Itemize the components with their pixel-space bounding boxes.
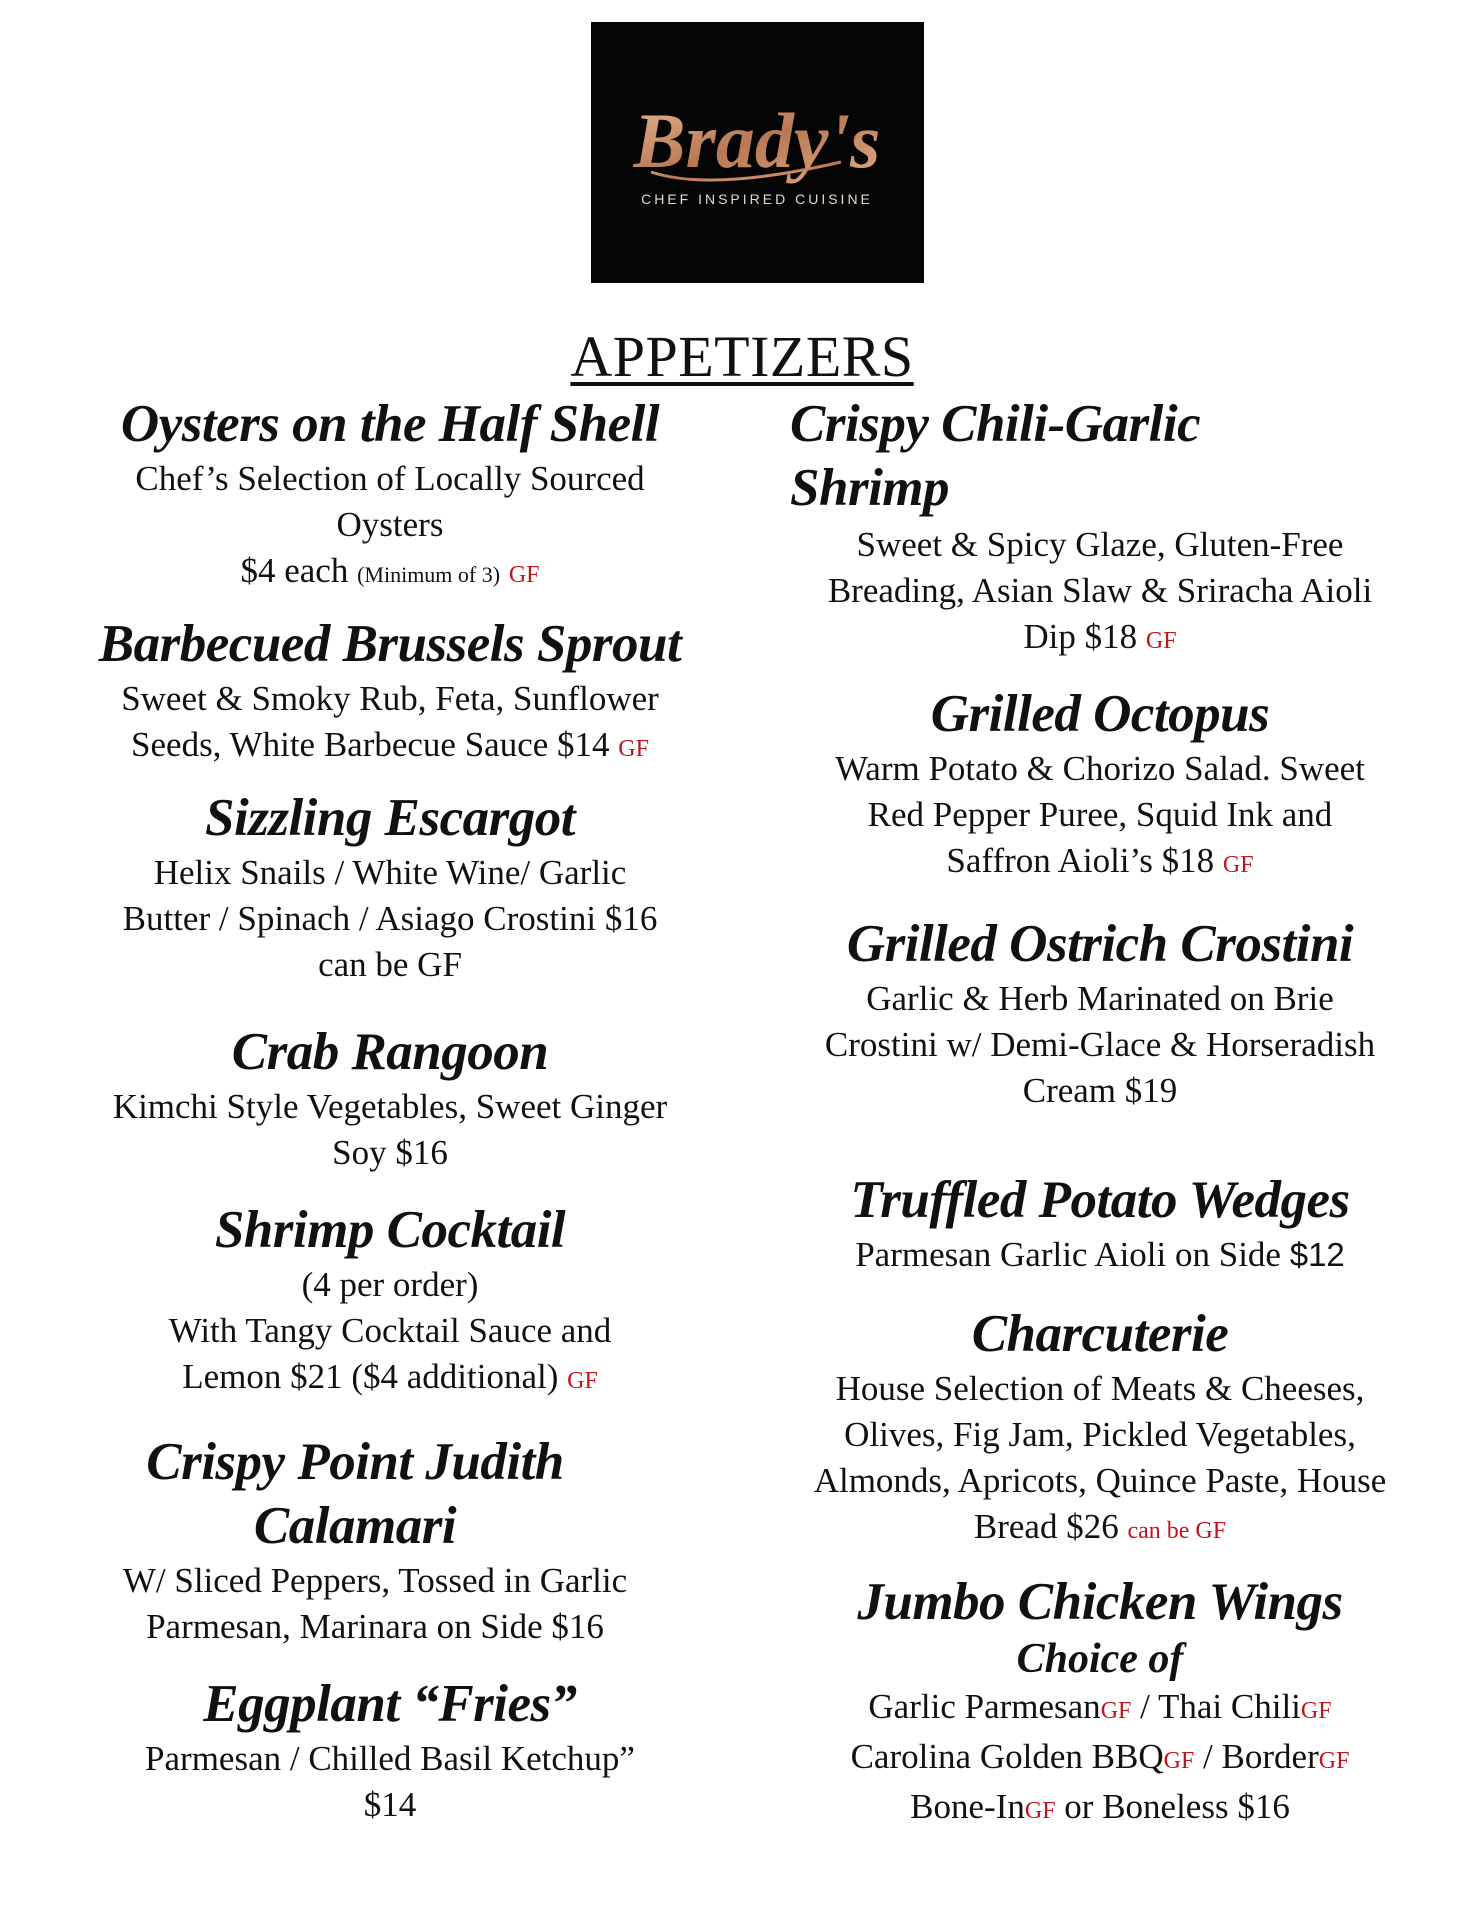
menu-item-potato-wedges [780, 1168, 1420, 1278]
menu-item-chili-shrimp-desc [780, 522, 1420, 664]
item-note: (Minimum of 3) [357, 562, 501, 587]
item-name: Shrimp [790, 459, 950, 517]
item-name: Barbecued Brussels Sprout [98, 615, 682, 673]
item-note: can be GF [318, 945, 462, 984]
gf-badge: GF [508, 562, 540, 588]
wing-option: Border [1221, 1737, 1319, 1776]
gf-badge: GF [1100, 1698, 1132, 1724]
item-name: Jumbo Chicken Wings [857, 1573, 1343, 1631]
separator: / [1203, 1737, 1213, 1776]
item-price: $12 [1289, 1236, 1345, 1273]
item-desc: Sweet & Smoky Rub, Feta, Sunflower [121, 679, 659, 718]
item-name: Crispy Point Judith [146, 1433, 564, 1491]
menu-item-ostrich [780, 912, 1420, 1114]
item-desc: Oysters [336, 505, 444, 544]
item-desc: House Selection of Meats & Cheeses, [835, 1369, 1365, 1408]
item-desc: Crostini w/ Demi-Glace & Horseradish [824, 1025, 1376, 1064]
item-name: Grilled Ostrich Crostini [846, 915, 1354, 973]
item-price: Dip $18 [1023, 617, 1138, 656]
menu-item-octopus [780, 682, 1420, 888]
gf-badge: GF [1222, 852, 1254, 878]
wing-options-line [770, 1684, 1430, 1734]
item-desc: Sweet & Spicy Glaze, Gluten-Free [856, 525, 1344, 564]
menu-item-crab-rangoon [40, 1020, 740, 1176]
wing-option: Thai Chili [1157, 1687, 1301, 1726]
item-desc: Parmesan / Chilled Basil Ketchup” [145, 1739, 635, 1778]
gf-badge: GF [567, 1368, 598, 1394]
menu-item-oysters [40, 392, 740, 598]
item-desc: Chef’s Selection of Locally Sourced [135, 459, 645, 498]
item-name: Crispy Chili-Garlic [790, 395, 1201, 453]
menu-item-eggplant [40, 1672, 740, 1828]
item-desc: Butter / Spinach / Asiago Crostini $16 [122, 899, 658, 938]
item-name: Eggplant “Fries” [203, 1675, 577, 1733]
wing-option: Garlic Parmesan [868, 1687, 1101, 1726]
item-desc: W/ Sliced Peppers, Tossed in Garlic [122, 1561, 628, 1600]
item-desc: Red Pepper Puree, Squid Ink and [867, 795, 1333, 834]
separator: / [1140, 1687, 1150, 1726]
logo-wordmark: Brady's [633, 97, 881, 184]
logo-tagline: CHEF INSPIRED CUISINE [641, 191, 873, 207]
gf-badge: GF [1145, 628, 1177, 654]
item-name: Charcuterie [971, 1305, 1229, 1363]
wing-options-line [770, 1734, 1430, 1784]
item-name: Truffled Potato Wedges [850, 1171, 1350, 1229]
menu-item-charcuterie [740, 1302, 1460, 1554]
item-price-line [40, 548, 740, 598]
item-desc: Seeds, White Barbecue Sauce $14 [131, 725, 610, 764]
item-desc-line [40, 1354, 740, 1404]
item-sub: (4 per order) [301, 1265, 479, 1304]
item-sub: Choice of [1016, 1636, 1184, 1682]
menu-item-escargot [40, 786, 740, 988]
item-name: Calamari [253, 1497, 457, 1555]
item-desc: Olives, Fig Jam, Pickled Vegetables, [844, 1415, 1356, 1454]
gf-badge: GF [1163, 1748, 1195, 1774]
item-name: Oysters on the Half Shell [120, 395, 660, 453]
item-desc-line [780, 1232, 1420, 1278]
item-desc: Parmesan, Marinara on Side $16 [146, 1607, 604, 1646]
menu-item-shrimp-cocktail [40, 1198, 740, 1404]
item-name: Grilled Octopus [930, 685, 1270, 743]
item-desc: Garlic & Herb Marinated on Brie [866, 979, 1334, 1018]
item-desc-line [20, 722, 760, 772]
gf-badge: GF [1024, 1798, 1056, 1824]
item-desc: Cream $19 [1022, 1071, 1178, 1110]
item-name: Shrimp Cocktail [214, 1201, 566, 1259]
item-desc-line [740, 1504, 1460, 1554]
gf-badge: can be GF [1127, 1518, 1227, 1544]
item-desc: With Tangy Cocktail Sauce and [168, 1311, 612, 1350]
item-desc: Lemon $21 ($4 additional) [182, 1357, 559, 1396]
item-price: Bread $26 [973, 1507, 1119, 1546]
item-price: $14 [363, 1785, 417, 1824]
item-desc: Breading, Asian Slaw & Sriracha Aioli [827, 571, 1373, 610]
item-desc-line [780, 838, 1420, 888]
item-desc: Warm Potato & Chorizo Salad. Sweet [835, 749, 1365, 788]
item-desc: Kimchi Style Vegetables, Sweet Ginger [112, 1087, 668, 1126]
item-desc: Soy $16 [332, 1133, 448, 1172]
item-desc: Helix Snails / White Wine/ Garlic [153, 853, 627, 892]
item-price: $4 each [240, 551, 349, 590]
wing-options-line [770, 1784, 1430, 1834]
menu-item-chili-shrimp [790, 392, 1430, 520]
gf-badge: GF [1300, 1698, 1332, 1724]
wing-option: Bone-In [910, 1787, 1025, 1826]
brand-logo [591, 22, 924, 283]
item-name: Sizzling Escargot [205, 789, 575, 847]
section-title: APPETIZERS [570, 324, 914, 389]
brand-logo-graphic [591, 22, 924, 283]
menu-item-calamari [10, 1430, 700, 1650]
wing-option: or Boneless $16 [1064, 1787, 1290, 1826]
gf-badge: GF [618, 736, 649, 762]
item-name: Crab Rangoon [231, 1023, 549, 1081]
item-desc: Almonds, Apricots, Quince Paste, House [813, 1461, 1387, 1500]
item-desc-line [780, 614, 1420, 664]
wing-option: Carolina Golden BBQ [850, 1737, 1164, 1776]
gf-badge: GF [1318, 1748, 1350, 1774]
item-desc: Parmesan Garlic Aioli on Side [855, 1235, 1281, 1274]
menu-item-brussels [20, 612, 760, 772]
item-desc: Saffron Aioli’s $18 [946, 841, 1215, 880]
menu-item-chicken-wings [770, 1570, 1430, 1834]
